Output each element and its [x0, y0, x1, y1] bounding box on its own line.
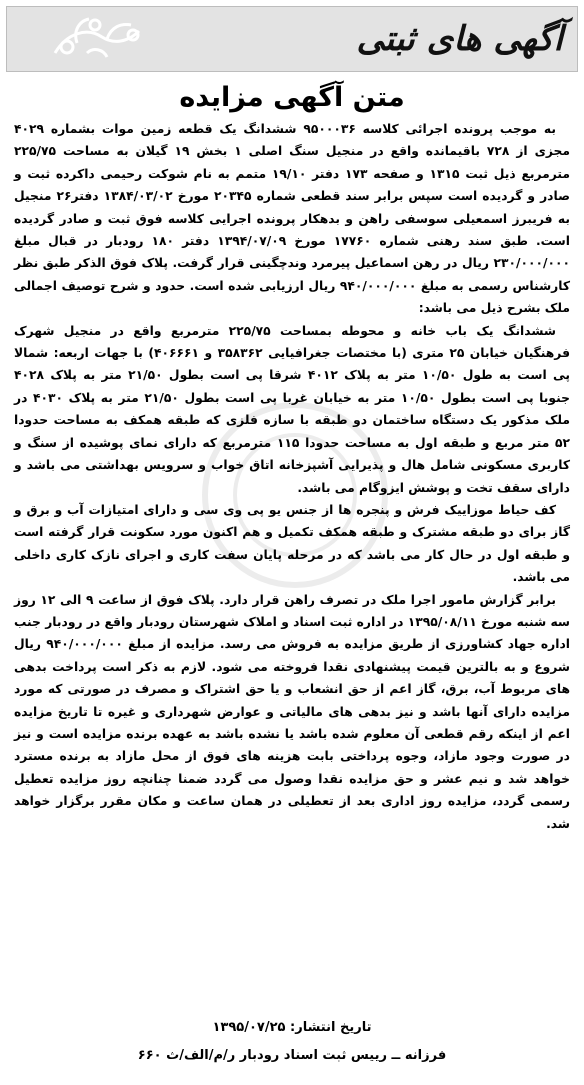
notice-body: [14, 118, 570, 835]
notice-paragraph: کف حیاط موزاییک فرش و پنجره ها از جنس یو پی وی سی و دارای امتیازات آب و برق و گاز برای دو طبقه مشترک و طبقه همکف تکمیل و هم اکنون مورد سکونت قرار گرفته است و طبقه اول در حال کار می باشد که در مرحله پایان سفت کاری و اجرای نازک کاری داخلی می باشد.: [14, 502, 570, 585]
notice-paragraph: به موجب پرونده اجرائی کلاسه ۹۵۰۰۰۳۶ ششدانگ یک قطعه زمین موات بشماره ۴۰۲۹ مجزی از ۷۲۸ باقیمانده واقع در منجیل سنگ اصلی ۱ بخش ۱۹ گیلان به مساحت ۲۲۵/۷۵ مترمربع ذیل ثبت ۱۳۱۵ و صفحه ۱۷۳ دفتر ۱۹/۱۰ متمم به نام شوکت رحیمی داکرده ثبت و صادر و گردیده است سپس برابر سند قطعی شماره ۲۰۳۴۵ مورخ ۱۳۸۴/۰۳/۰۲ دفتر۲۶ منجیل به فریبرز اسمعیلی سوسفی راهن و بدهکار پرونده اجرایی کلاسه فوق ثبت و صادر گردیده است. طبق سند رهنی شماره ۱۷۷۶۰ مورخ ۱۳۹۴/۰۷/۰۹ دفتر ۱۸۰ رودبار در قبال مبلغ ۲۳۰/۰۰۰/۰۰۰ ریال در رهن اسماعیل پیرمرد وندچگینی قرار گرفت. پلاک فوق الذکر طبق نظر کارشناس رسمی به مبلغ ۹۴۰/۰۰۰/۰۰۰ ریال ارزیابی شده است. حدود و شرح توصیف اجمالی ملک بشرح ذیل می باشد:: [14, 122, 571, 316]
signature-line: فرزانه ــ رییس ثبت اسناد رودبار ر/م/الف/ث ۶۶۰: [137, 1048, 447, 1063]
notice-paragraph: برابر گزارش مامور اجرا ملک در تصرف راهن قرار دارد. پلاک فوق از ساعت ۹ الی ۱۲ روز سه شنبه مورخ ۱۳۹۵/۰۸/۱۱ در اداره ثبت اسناد و املاک شهرستان رودبار واقع در رودبار جنب اداره جهاد کشاورزی از طریق مزایده به فروش می رسد. مزایده از مبلغ ۹۴۰/۰۰۰/۰۰۰ ریال شروع و به بالترین قیمت پیشنهادی نقدا فروخته می شود. لازم به ذکر است پرداخت بدهی های مربوط آب، برق، گاز اعم از حق انشعاب و یا حق اشتراک و مصرف در صورتی که مورد مزایده دارای آنها باشد و نیز بدهی های مالیاتی و عوارض شهرداری و غیره تا تاریخ مزایده اعم از اینکه رقم قطعی آن معلوم شده باشد یا نشده باشد به عهده برنده مزایده است و نیز در صورت وجود مازاد، وجوه پرداختی بابت هزینه های فوق از محل مازاد به برنده مسترد خواهد شد و نیم عشر و حق مزایده نقدا وصول می گردد ضمنا چنانچه روز مزایده تعطیل رسمی گردد، مزایده روز اداری بعد از تعطیلی در همان ساعت و مکان مقرر برگزار خواهد شد.: [14, 592, 571, 831]
floral-ornament-icon: [47, 13, 147, 67]
notice-paragraph: ششدانگ یک باب خانه و محوطه بمساحت ۲۲۵/۷۵ مترمربع واقع در منجیل شهرک فرهنگیان خیابان ۲۵ متری (با مختصات جغرافیایی ۳۵۸۳۶۲ و ۴۰۶۶۶۱) با جهات اربعه: شمالا پی است به طول ۱۰/۵۰ متر به پلاک ۴۰۱۲ شرقا پی است بطول ۲۱/۵۰ متر به پلاک ۴۰۲۸ جنوبا پی است بطول ۱۰/۵۰ متر به خیابان غربا پی است بطول ۲۱/۵۰ متر به پلاک ۴۰۳۰ در ملک مذکور یک دستگاه ساختمان دو طبقه با سازه فلزی که طبقه همکف به مساحت حدودا ۵۲ متر مربع و طبقه اول به مساحت حدودا ۱۱۵ مترمربع که دارای نمای پوشیده از سنگ و کاربری مسکونی شامل هال و پذیرایی آشپزخانه اتاق خواب و سرویس بهداشتی می باشد و دارای سقف تخت و پوشش ایزوگام می باشد.: [14, 323, 571, 495]
section-header: [6, 6, 578, 72]
publication-date: تاریخ انتشار: ۱۳۹۵/۰۷/۲۵: [212, 1020, 372, 1035]
section-title: آگهی های ثبتی: [356, 19, 563, 59]
notice-title: متن آگهی مزایده: [179, 82, 405, 113]
